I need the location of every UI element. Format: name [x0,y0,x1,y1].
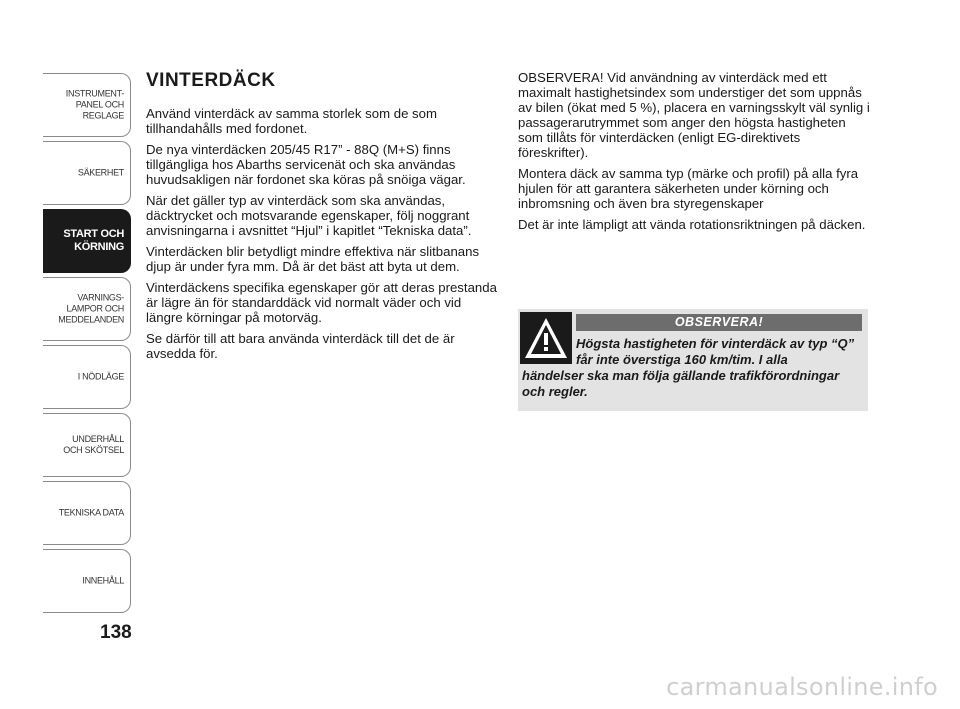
paragraph: Montera däck av samma typ (märke och profil) på alla fyra hjulen för att garantera säkerheten under körning och inbromsning och även bra styregenskaper [518,166,859,211]
chapter-tabs [43,73,133,617]
tab-sakerhet[interactable] [43,141,131,205]
paragraph: Det är inte lämpligt att vända rotationsriktningen på däcken. [518,217,866,232]
watermark: carmanualsonline.info [666,673,938,701]
tab-i-nodlage[interactable] [43,345,131,409]
paragraph: Vinterdäcken blir betydligt mindre effektiva när slitbanans djup är under fyra mm. Då är det bäst att byta ut dem. [146,244,480,274]
tab-label: START OCH KÖRNING [63,228,124,253]
tab-label: VARNINGS- LAMPOR OCH MEDDELANDEN [58,292,124,325]
paragraph: De nya vinterdäcken 205/45 R17” - 88Q (M+S) finns tillgängliga hos Abarths servicenät och ska användas huvudsakligen när fordonet ska köras på snöiga vägar. [146,142,466,187]
tab-label: SÄKERHET [77,167,124,178]
tab-label: UNDERHÅLL OCH SKÖTSEL [63,434,124,455]
tab-label: INSTRUMENT- PANEL OCH REGLAGE [65,88,124,121]
paragraph: När det gäller typ av vinterdäck som ska användas, däcktrycket och motsvarande egenskaper, följ noggrant anvisningarna i avsnittet “Hjul” i kapitlet “Tekniska data”. [146,193,472,238]
page-number: 138 [100,622,132,643]
tab-innehall[interactable] [43,549,131,613]
warning-title: OBSERVERA! [576,314,862,331]
left-column [146,70,498,367]
right-column [518,70,870,238]
warning-text [522,336,864,400]
warning-box [518,309,868,411]
paragraph: OBSERVERA! Vid användning av vinterdäck med ett maximalt hastighetsindex som understiger det som uppnås av bilen (ökat med 5 %), placera en varningsskylt väl synlig i passagerarutrymmet som anger den högsta hastigheten som tillåts för vinterdäcken (enligt EG-direktivets föreskrifter). [518,70,870,160]
tab-start-och-korning[interactable] [43,209,131,273]
paragraph: Vinterdäckens specifika egenskaper gör att deras prestanda är lägre än för standarddäck vid normalt väder och vid längre körningar på motorväg. [146,280,497,325]
warning-text-line1: Högsta hastigheten för vinterdäck av typ “Q” får inte överstiga 160 km/tim. I alla [576,336,855,367]
tab-varningslampor[interactable] [43,277,131,341]
tab-label: TEKNISKA DATA [58,507,124,518]
paragraph: Använd vinterdäck av samma storlek som de som tillhandahålls med fordonet. [146,106,437,136]
section-heading: VINTERDÄCK [146,70,276,91]
tab-label: INNEHÅLL [82,575,124,586]
warning-text-line2: händelser ska man följa gällande trafikförordningar och regler. [522,368,840,399]
tab-tekniska-data[interactable] [43,481,131,545]
tab-instrumentpanel[interactable] [43,73,131,137]
tab-label: I NÖDLÄGE [77,371,124,382]
paragraph: Se därför till att bara använda vinterdäck till det de är avsedda för. [146,331,455,361]
tab-underhall[interactable] [43,413,131,477]
